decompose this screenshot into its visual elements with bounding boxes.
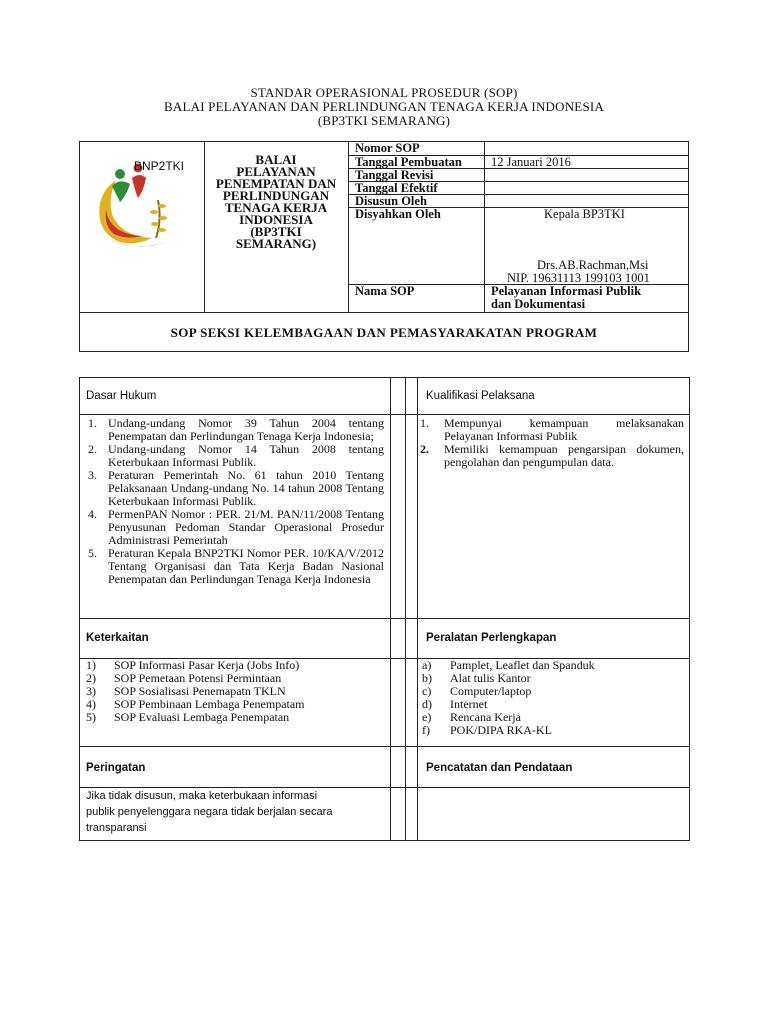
- disyahkan-nama: Drs.AB.Rachman,Msi: [537, 258, 649, 272]
- tanggal-pembuatan-label: Tanggal Pembuatan: [355, 155, 462, 169]
- sop-header-table: [79, 141, 689, 352]
- list-item: [86, 547, 384, 586]
- peralatan-heading: Peralatan Perlengkapan: [426, 632, 557, 644]
- org-line: PELAYANAN: [236, 164, 316, 179]
- org-line: PERLINDUNGAN: [222, 188, 330, 203]
- item-text: Peraturan Pemerintah No. 61 tahun 2010 Tentang Pelaksanaan Undang-undang No. 14 tahun 2008 Tentang Keterbukaan Informasi Publik.: [108, 468, 384, 508]
- item-number: b): [422, 671, 432, 685]
- divider: [80, 618, 689, 619]
- keterkaitan-heading: Keterkaitan: [86, 632, 149, 644]
- org-line: PENEMPATAN DAN: [215, 176, 337, 191]
- divider: [80, 414, 689, 415]
- peralatan-list: [422, 659, 682, 737]
- org-line: INDONESIA: [239, 212, 313, 227]
- list-item: [86, 443, 384, 469]
- organization-name: [204, 142, 349, 312]
- divider: [405, 378, 406, 840]
- dasar-hukum-list: [86, 417, 384, 586]
- tanggal-efektif-label: Tanggal Efektif: [355, 181, 438, 195]
- peringatan-text: [86, 788, 386, 836]
- disyahkan-jabatan: Kepala BP3TKI: [544, 207, 625, 221]
- item-text: SOP Sosialisasi Penemapatn TKLN: [114, 684, 286, 698]
- title-line-1: STANDAR OPERASIONAL PROSEDUR (SOP): [250, 85, 518, 100]
- divider: [80, 746, 689, 747]
- document-title: [0, 86, 768, 128]
- row-disyahkan-oleh: [349, 208, 689, 285]
- item-number: 5): [86, 710, 96, 724]
- tanggal-revisi-label: Tanggal Revisi: [355, 168, 434, 182]
- kualifikasi-list: [420, 417, 684, 469]
- item-number: e): [422, 710, 432, 724]
- row-nomor-sop: [349, 142, 689, 156]
- org-line: SEMARANG): [235, 236, 317, 251]
- sop-detail-table: [79, 377, 690, 841]
- logo-text: BNP2TKI: [134, 159, 185, 173]
- sop-info-grid: [349, 142, 689, 312]
- disusun-oleh-label: Disusun Oleh: [355, 194, 427, 208]
- item-number: d): [422, 697, 432, 711]
- item-text: Undang-undang Nomor 14 Tahun 2008 tentang Keterbukaan Informasi Publik.: [108, 442, 384, 469]
- item-text: Alat tulis Kantor: [450, 671, 531, 685]
- logo-cell: [80, 142, 205, 312]
- keterkaitan-list: [86, 659, 386, 724]
- peringatan-heading: Peringatan: [86, 762, 146, 774]
- nama-sop-line-1: Pelayanan Informasi Publik: [491, 284, 642, 298]
- item-number: 3.: [88, 468, 97, 482]
- title-line-2: BALAI PELAYANAN DAN PERLINDUNGAN TENAGA KERJA INDONESIA: [164, 99, 604, 114]
- divider: [417, 378, 418, 840]
- nama-sop-line-2: dan Dokumentasi: [491, 297, 586, 311]
- list-item: [420, 417, 684, 443]
- item-text: SOP Evaluasi Lembaga Penempatan: [114, 710, 290, 724]
- item-number: f): [422, 723, 430, 737]
- item-number: 4.: [88, 507, 97, 521]
- item-text: Rencana Kerja: [450, 710, 521, 724]
- item-number: 5.: [88, 546, 97, 560]
- item-number: 3): [86, 684, 96, 698]
- org-line: BALAI: [255, 152, 297, 167]
- bnp2tki-logo: [86, 150, 210, 270]
- item-number: 2.: [88, 442, 97, 456]
- divider: [80, 312, 688, 313]
- dasar-hukum-heading: Dasar Hukum: [86, 390, 157, 402]
- item-text: Pamplet, Leaflet dan Spanduk: [450, 658, 595, 672]
- item-number: 1.: [420, 416, 429, 430]
- grid-divider: [484, 142, 485, 312]
- item-text: SOP Pemetaan Potensi Permintaan: [114, 671, 282, 685]
- list-item: [86, 469, 384, 508]
- item-number: 2.: [420, 442, 429, 456]
- item-text: SOP Pembinaan Lembaga Penempatam: [114, 697, 305, 711]
- list-item: [86, 417, 384, 443]
- item-number: 2): [86, 671, 96, 685]
- pencatatan-heading: Pencatatan dan Pendataan: [426, 762, 573, 774]
- item-text: PermenPAN Nomor : PER. 21/M. PAN/11/2008 Tentang Penyusunan Pedoman Standar Operasional Prosedur Administrasi Pemerintah: [108, 507, 384, 547]
- disyahkan-oleh-label: Disyahkan Oleh: [355, 207, 441, 221]
- item-number: 1.: [88, 416, 97, 430]
- item-text: SOP Informasi Pasar Kerja (Jobs Info): [114, 658, 300, 672]
- title-line-3: (BP3TKI SEMARANG): [317, 113, 451, 128]
- item-number: a): [422, 658, 432, 672]
- item-text: POK/DIPA RKA-KL: [450, 723, 552, 737]
- kualifikasi-heading: Kualifikasi Pelaksana: [426, 390, 535, 402]
- item-text: Mempunyai kemampuan melaksanakan Pelayanan Informasi Publik: [444, 416, 684, 443]
- peringatan-line: publik penyelenggara negara tidak berjalan secara: [86, 806, 333, 818]
- list-item: [420, 443, 684, 469]
- item-number: 1): [86, 658, 96, 672]
- item-text: Memiliki kemampuan pengarsipan dokumen, pengolahan dan pengumpulan data.: [444, 442, 684, 469]
- row-nama-sop: [349, 285, 689, 312]
- nomor-sop-label: Nomor SOP: [355, 141, 420, 155]
- tanggal-pembuatan-value: 12 Januari 2016: [491, 155, 571, 169]
- disyahkan-nip: NIP. 19631113 199103 1001: [507, 271, 650, 285]
- sop-title: SOP SEKSI KELEMBAGAAN DAN PEMASYARAKATAN PROGRAM: [170, 325, 598, 340]
- peringatan-line: transparansi: [86, 822, 147, 834]
- item-number: c): [422, 684, 432, 698]
- peringatan-line: Jika tidak disusun, maka keterbukaan informasi: [86, 790, 318, 802]
- item-text: Undang-undang Nomor 39 Tahun 2004 tentang Penempatan dan Perlindungan Tenaga Kerja Indonesia;: [108, 416, 384, 443]
- item-text: Computer/laptop: [450, 684, 532, 698]
- list-item: [86, 508, 384, 547]
- item-text: Internet: [450, 697, 488, 711]
- org-line: TENAGA KERJA: [224, 200, 328, 215]
- divider: [390, 378, 391, 840]
- list-item: [86, 711, 386, 724]
- list-item: [422, 724, 682, 737]
- item-number: 4): [86, 697, 96, 711]
- item-text: Peraturan Kepala BNP2TKI Nomor PER. 10/KA/V/2012 Tentang Organisasi dan Tata Kerja Badan Nasional Penempatan dan Perlindungan Tenaga Kerja Indonesia: [108, 546, 384, 586]
- org-line: (BP3TKI: [250, 224, 302, 239]
- nama-sop-label: Nama SOP: [355, 284, 415, 298]
